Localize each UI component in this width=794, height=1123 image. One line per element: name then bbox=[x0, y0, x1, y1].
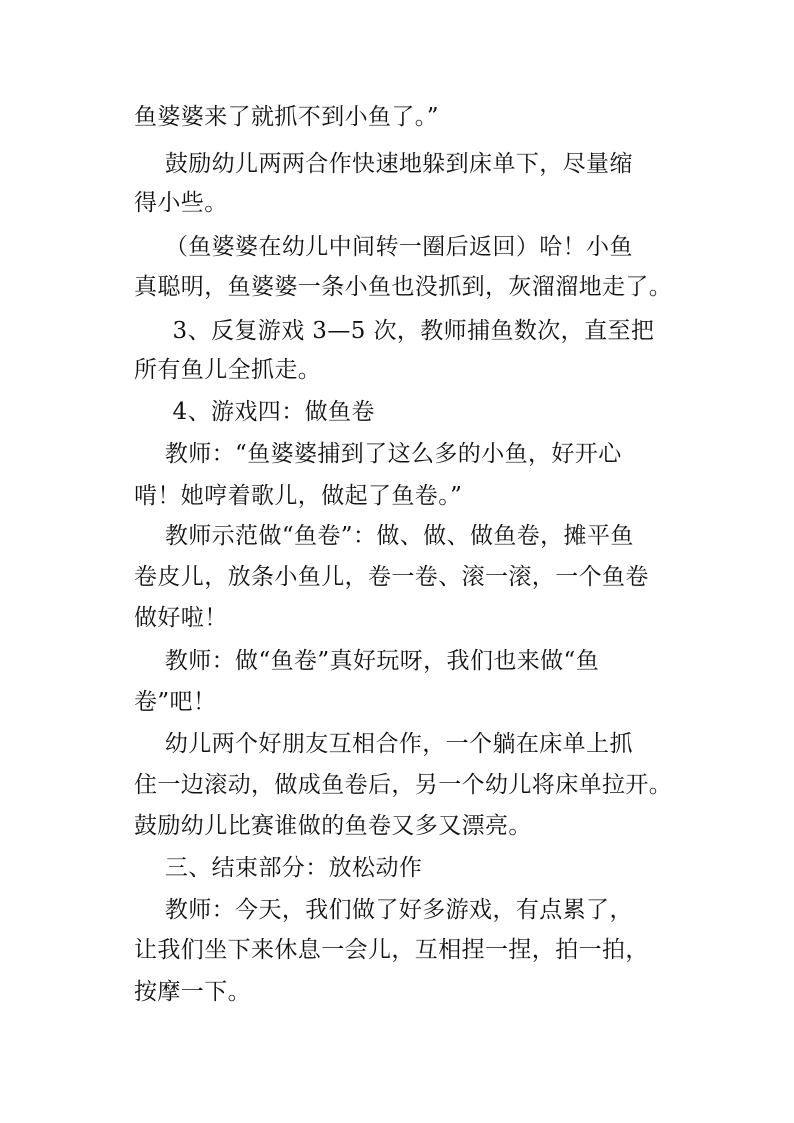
text-line: 做好啦！ bbox=[134, 605, 228, 631]
text-line: 真聪明，鱼婆婆一条小鱼也没抓到，灰溜溜地走了。 bbox=[134, 274, 673, 300]
text-line: 卷”吧！ bbox=[134, 689, 217, 715]
text-line: 鱼婆婆来了就抓不到小鱼了。” bbox=[134, 104, 439, 130]
text-line: 鼓励幼儿比赛谁做的鱼卷又多又漂亮。 bbox=[134, 813, 532, 839]
text-line: 鼓励幼儿两两合作快速地躲到床单下，尽量缩 bbox=[134, 151, 633, 177]
text-line: 教师：今天，我们做了好多游戏，有点累了， bbox=[134, 897, 633, 923]
text-line: 住一边滚动，做成鱼卷后，另一个幼儿将床单拉开。 bbox=[134, 772, 673, 798]
text-line: 得小些。 bbox=[134, 190, 228, 216]
text-line: （鱼婆婆在幼儿中间转一圈后返回）哈！小鱼 bbox=[134, 234, 633, 260]
text-line: 按摩一下。 bbox=[134, 979, 251, 1005]
text-line: 让我们坐下来休息一会儿，互相捏一捏，拍一拍， bbox=[134, 937, 649, 963]
text-line: 3、反复游戏 3—5 次，教师捕鱼数次，直至把 bbox=[134, 318, 655, 344]
text-line: 教师：做“鱼卷”真好玩呀，我们也来做“鱼 bbox=[134, 648, 600, 674]
text-line: 啃！她哼着歌儿，做起了鱼卷。” bbox=[134, 483, 463, 509]
text-line: 三、结束部分：放松动作 bbox=[134, 855, 423, 881]
text-line: 教师：“鱼婆婆捕到了这么多的小鱼，好开心 bbox=[134, 441, 622, 467]
text-line: 幼儿两个好朋友互相合作，一个躺在床单上抓 bbox=[134, 731, 633, 757]
text-line: 所有鱼儿全抓走。 bbox=[134, 357, 322, 383]
text-line: 4、游戏四：做鱼卷 bbox=[134, 399, 375, 425]
text-line: 教师示范做“鱼卷”：做、做、做鱼卷，摊平鱼 bbox=[134, 523, 634, 549]
text-line: 卷皮儿，放条小鱼儿，卷一卷、滚一滚，一个鱼卷 bbox=[134, 564, 649, 590]
